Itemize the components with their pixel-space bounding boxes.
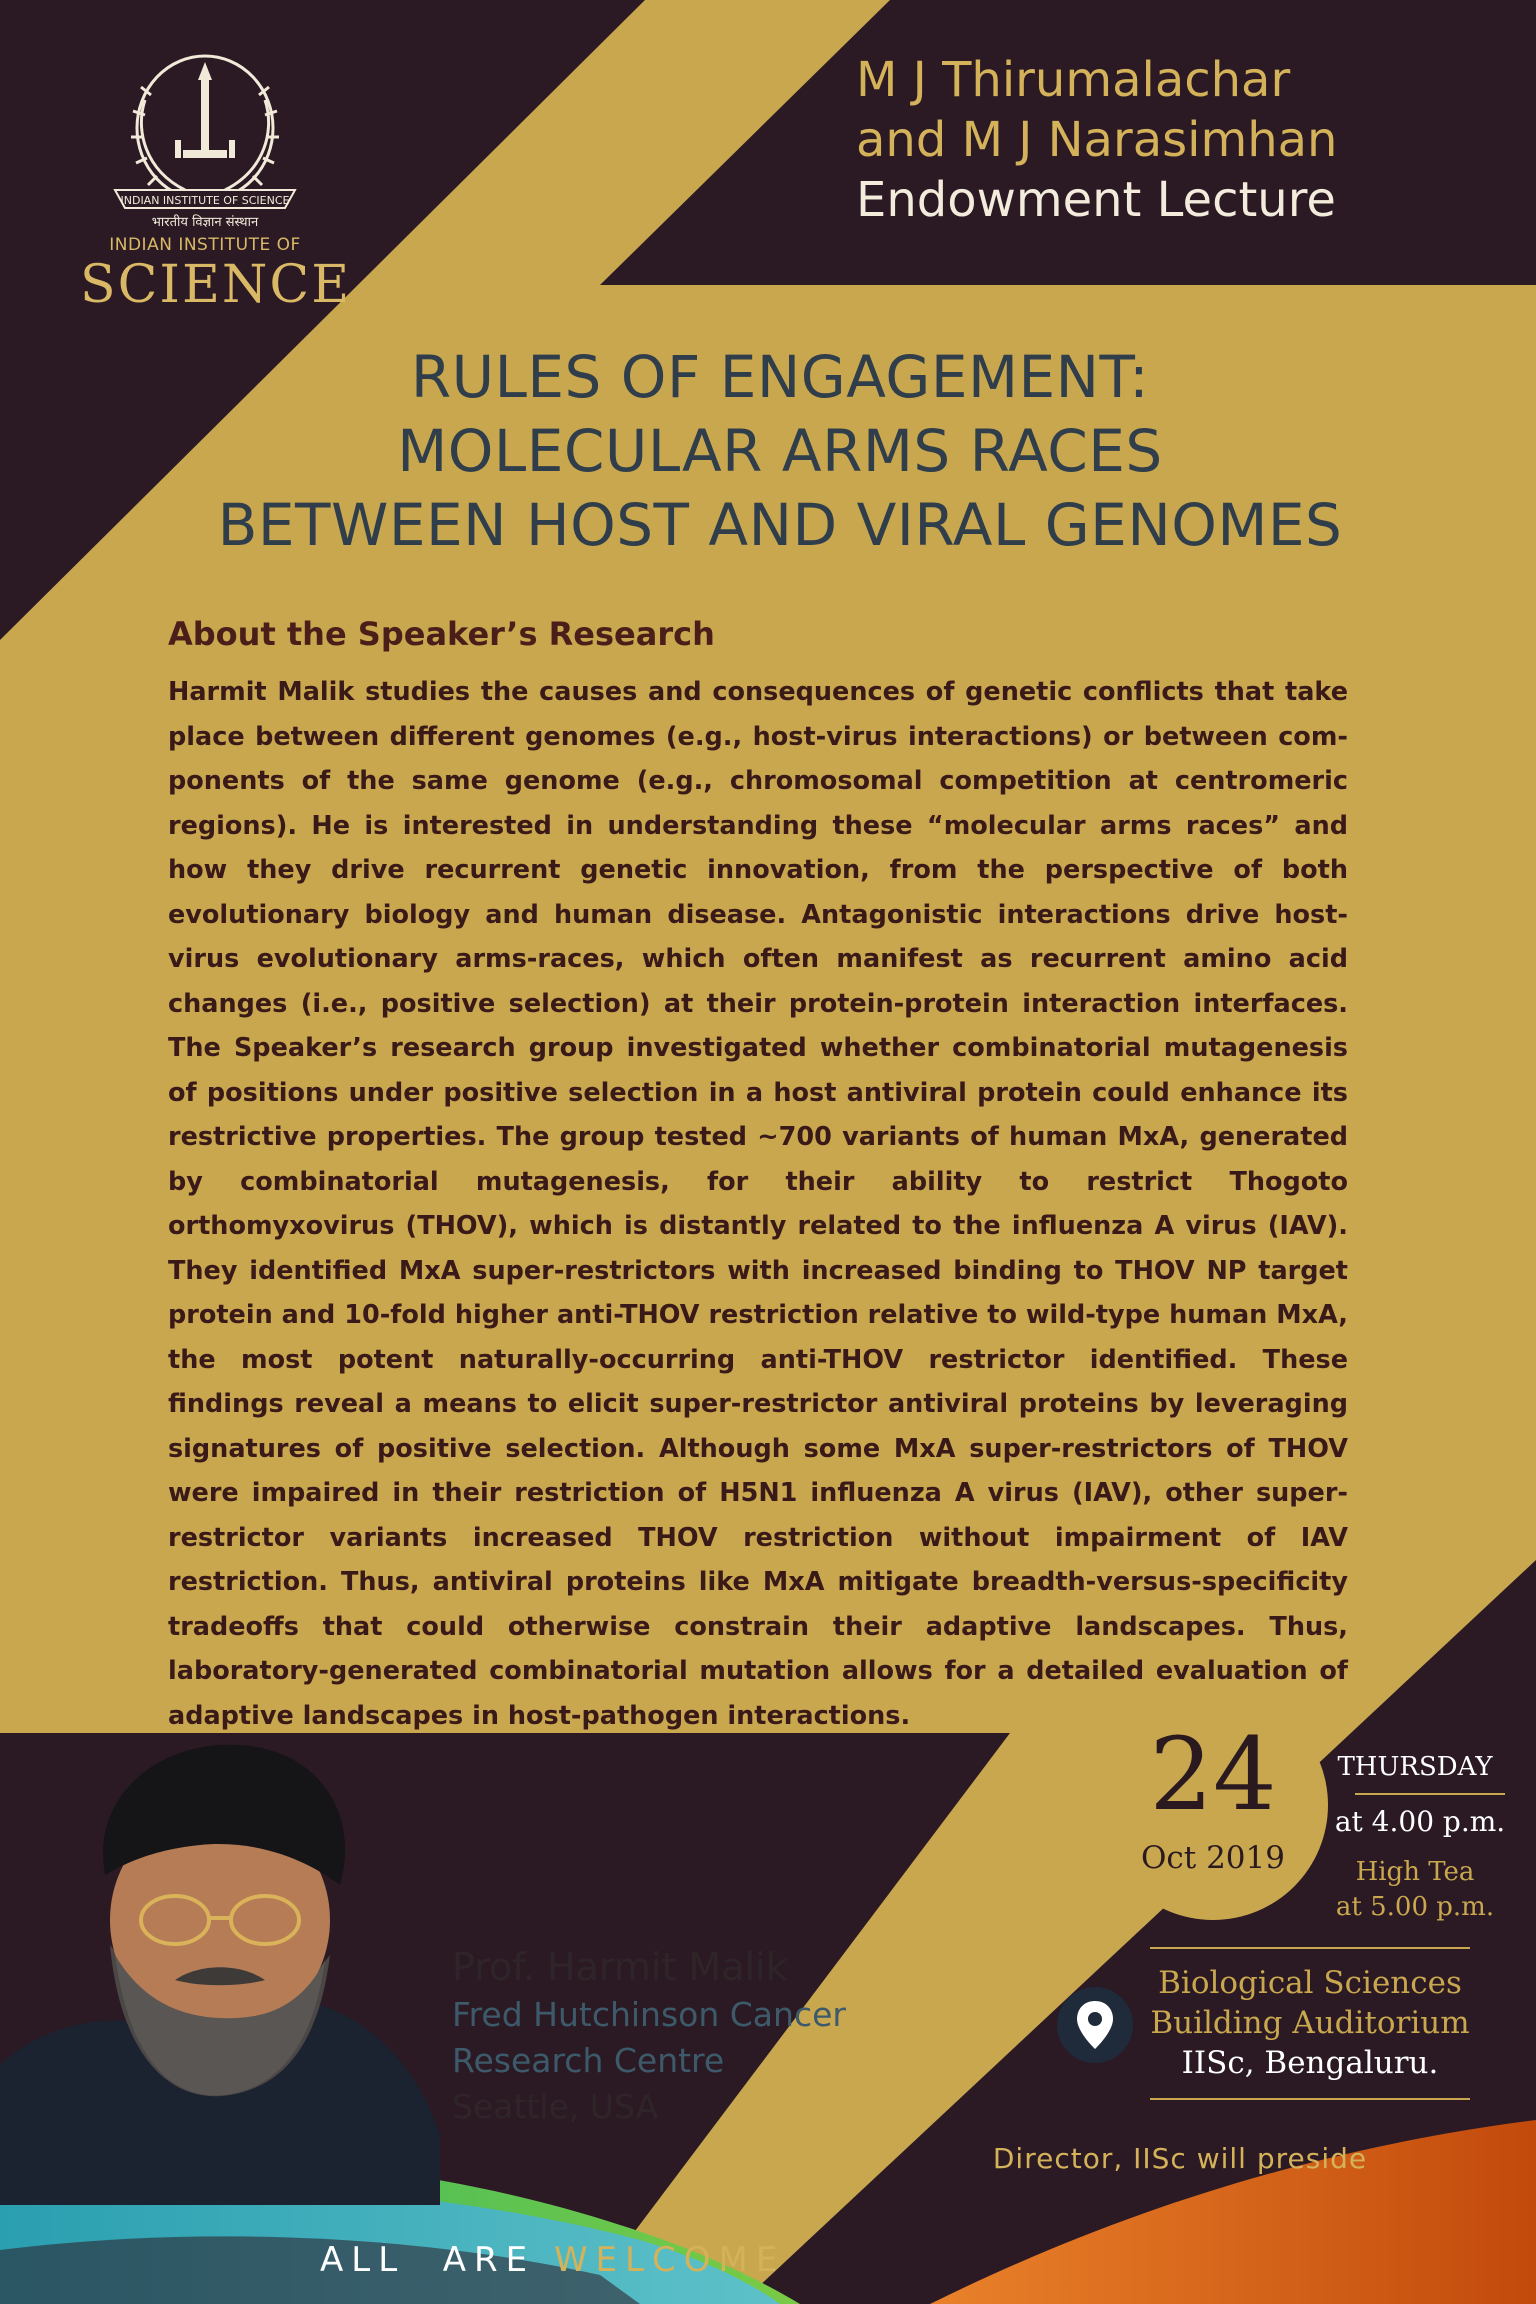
venue [1140, 1963, 1480, 2083]
speaker-affiliation-2: Research Centre [452, 2041, 725, 2080]
tea-line-1: High Tea [1355, 1857, 1475, 1887]
speaker-location: Seattle, USA [452, 2087, 659, 2126]
lecture-title [150, 340, 1410, 562]
divider [1150, 1947, 1470, 1949]
title-line-1: RULES OF ENGAGEMENT: [410, 343, 1150, 411]
iisc-logo [80, 40, 352, 320]
speaker-affiliation-1: Fred Hutchinson Cancer [452, 1995, 846, 2034]
institute-name-main: SCIENCE [80, 255, 352, 315]
event-day: 24 [1149, 1716, 1277, 1833]
about-body: Harmit Malik studies the causes and consequences of genetic conflicts that take place between different genomes (e.g., host-virus interactions) or between components of the same genome (e.g., chromosomal competition at centromeric regions). He is interested in understanding these “molecular arms races” and how they drive recurrent genetic innovation, from the perspective of both evolutionary biology and human disease. Antagonistic interactions drive host-virus evolutionary arms-races, which often manifest as recurrent amino acid changes (i.e., positive selection) at their protein-protein interaction interfaces. The Speaker’s research group investigated whether combinatorial mutagenesis of positions under positive selection in a host antiviral protein could enhance its restrictive properties. The group tested ~700 variants of human MxA, generated by combinatorial mutagenesis, for their ability to restrict Thogoto orthomyxovirus (THOV), which is distantly related to the influenza A virus (IAV). They identified MxA super-restrictors with increased binding to THOV NP target protein and 10-fold higher anti-THOV restriction relative to wild-type human MxA, the most potent naturally-occurring anti-THOV restrictor identified. These findings reveal a means to elicit super-restrictor antiviral proteins by leveraging signatures of positive selection. Although some MxA super-restrictors of THOV were impaired in their restriction of H5N1 influenza A virus (IAV), other super-restrictor variants increased THOV restriction without impairment of IAV restriction. Thus, antiviral proteins like MxA mitigate breadth-versus-specificity tradeoffs that could otherwise constrain their adaptive landscapes. Thus, laboratory-generated combinatorial mutation allows for a detailed evaluation of adaptive landscapes in host-pathogen interactions. [168, 677, 1348, 1731]
event-month-year: Oct 2019 [1141, 1840, 1285, 1876]
divider [1150, 2098, 1470, 2100]
title-line-2: MOLECULAR ARMS RACES [397, 417, 1163, 485]
venue-line-3: IISc, Bengaluru. [1181, 2045, 1439, 2081]
speaker-photo [0, 1735, 440, 2205]
location-pin-icon [1055, 1985, 1135, 2065]
series-line-1: M J Thirumalachar [856, 52, 1291, 108]
lecture-series [856, 50, 1376, 230]
speaker-info [452, 1942, 912, 2130]
venue-line-2: Building Auditorium [1150, 2005, 1470, 2041]
emblem-ribbon-text: INDIAN INSTITUTE OF SCIENCE [120, 194, 290, 207]
about-heading: About the Speaker’s Research [168, 615, 715, 653]
title-line-3: BETWEEN HOST AND VIRAL GENOMES [217, 491, 1343, 559]
iisc-emblem-icon [105, 40, 305, 230]
tea-line-2: at 5.00 p.m. [1335, 1892, 1495, 1922]
welcome-part-2: WELCOME [553, 2240, 786, 2280]
high-tea [1320, 1855, 1510, 1925]
speaker-name: Prof. Harmit Malik [452, 1945, 788, 1989]
welcome-part-1: ALL ARE [320, 2240, 554, 2280]
welcome-banner [320, 2240, 785, 2280]
presiding-note: Director, IISc will preside [992, 2142, 1368, 2175]
event-time: at 4.00 p.m. [1334, 1805, 1506, 1838]
divider [1355, 1793, 1505, 1795]
event-weekday: THURSDAY [1337, 1752, 1493, 1782]
institute-name-top: INDIAN INSTITUTE OF [109, 235, 301, 255]
series-line-2: and M J Narasimhan [856, 112, 1338, 168]
series-line-3: Endowment Lecture [856, 172, 1336, 228]
venue-line-1: Biological Sciences [1158, 1965, 1462, 2001]
emblem-hindi-text: भारतीय विज्ञान संस्थान [151, 215, 259, 230]
